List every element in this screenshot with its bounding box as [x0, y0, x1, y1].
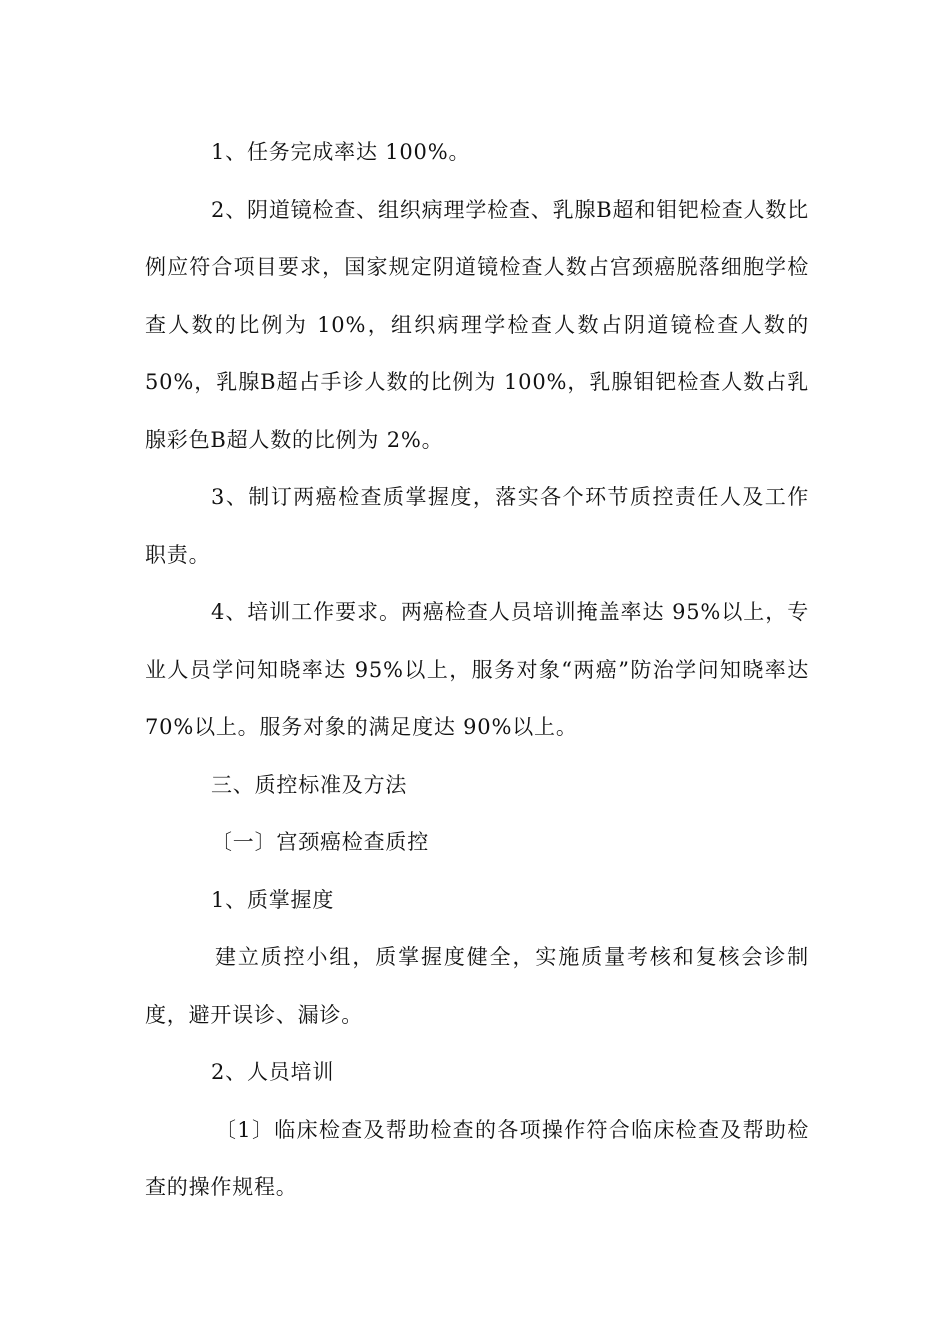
paragraph-exam-ratio: 2、阴道镜检查、组织病理学检查、乳腺B超和钼钯检查人数比例应符合项目要求，国家规定阴道镜检查人数占宫颈癌脱落细胞学检查人数的比例为 10%，组织病理学检查人数占阴道镜检查人数的 50%，乳腺B超占手诊人数的比例为 100%，乳腺钼钯检查人数占乳腺彩色B超人数的比例为 2%。 [145, 197, 809, 452]
item-heading-staff-training: 2、人员培训 [211, 1060, 335, 1084]
document-body [145, 124, 809, 1217]
paragraph-quality-system: 3、制订两癌检查质掌握度，落实各个环节质控责任人及工作职责。 [145, 485, 809, 567]
subsection-heading-cervical: 〔一〕宫颈癌检查质控 [211, 830, 429, 854]
paragraph-task-completion: 1、任务完成率达 100%。 [211, 140, 471, 164]
item-heading-quality-control: 1、质掌握度 [211, 887, 335, 912]
section-heading-quality-standards: 三、质控标准及方法 [211, 772, 408, 797]
paragraph-quality-team: 建立质控小组，质掌握度健全，实施质量考核和复核会诊制度，避开误诊、漏诊。 [145, 945, 809, 1027]
paragraph-clinical-operations: 〔1〕临床检查及帮助检查的各项操作符合临床检查及帮助检查的操作规程。 [145, 1117, 809, 1199]
paragraph-training-requirements: 4、培训工作要求。两癌检查人员培训掩盖率达 95%以上，专业人员学问知晓率达 95%以上，服务对象“两癌”防治学问知晓率达 70%以上。服务对象的满足度达 90%以上。 [145, 600, 809, 739]
